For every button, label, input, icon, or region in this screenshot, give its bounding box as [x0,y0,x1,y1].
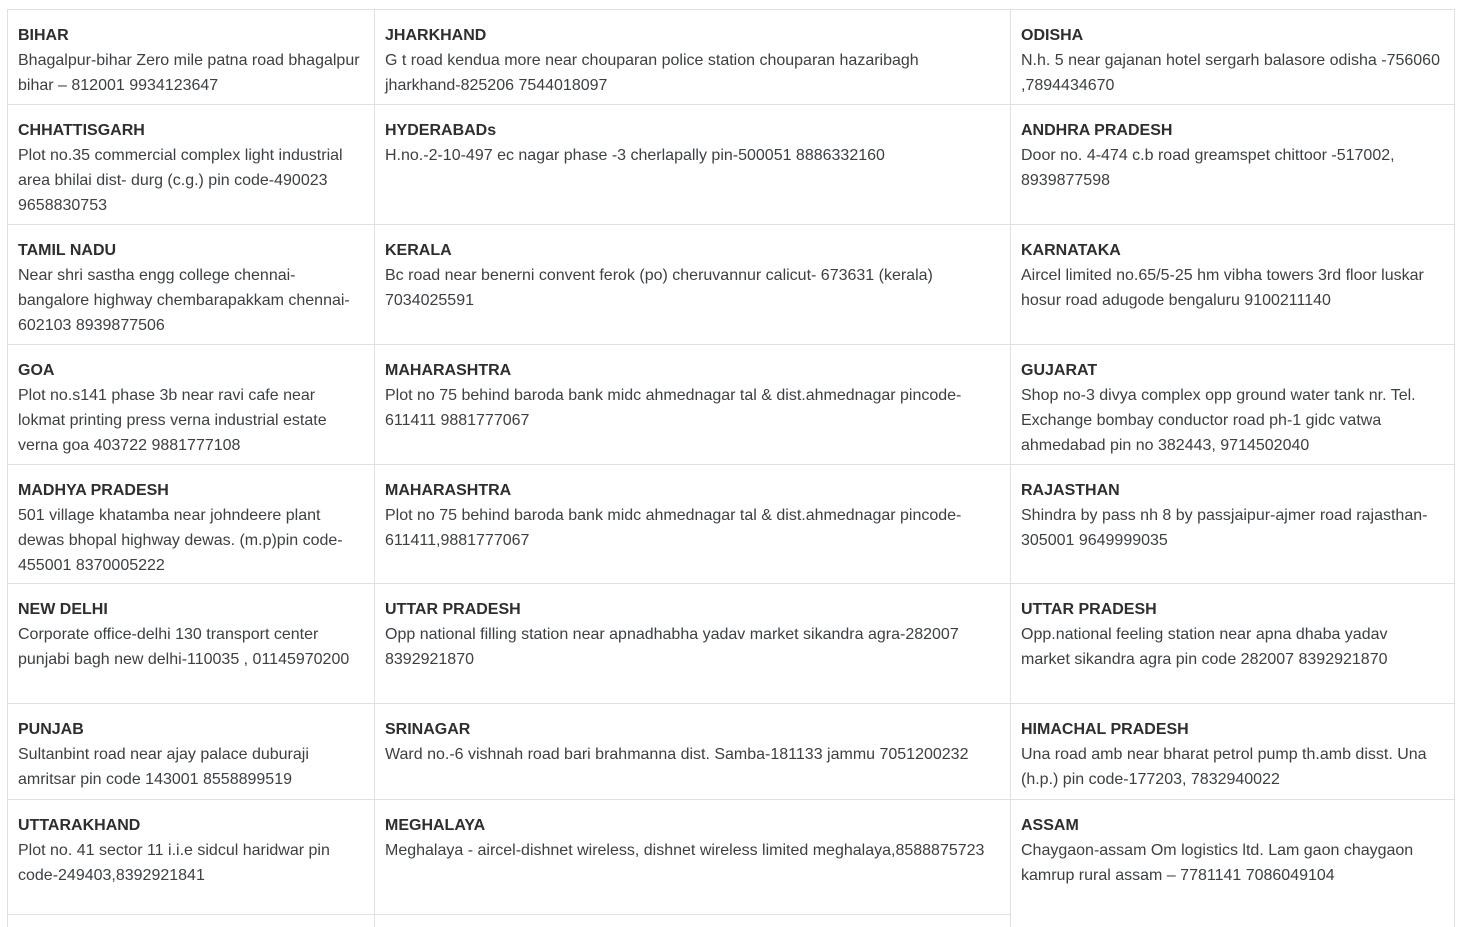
office-address-table [7,9,1455,927]
address-column-2 [374,9,1011,927]
state-name: HIMACHAL PRADESH [1021,721,1189,738]
state-name: CHHATTISGARH [18,122,145,139]
state-address: Chaygaon-assam Om logistics ltd. Lam gaon chaygaon kamrup rural assam – 7781141 7086049104 [1021,842,1414,884]
state-cell [1010,344,1455,465]
state-cell [374,104,1011,225]
state-cell [1010,104,1455,225]
state-name: ASSAM [1021,817,1079,834]
state-address: Una road amb near bharat petrol pump th.amb disst. Una (h.p.) pin code-177203, 7832940022 [1021,746,1427,788]
state-address: Plot no 75 behind baroda bank midc ahmednagar tal & dist.ahmednagar pincode-611411 9881777067 [385,387,962,429]
state-name: KERALA [385,242,452,259]
state-address: Opp national filling station near apnadhabha yadav market sikandra agra-282007 8392921870 [385,626,959,668]
state-cell [374,9,1011,105]
state-name: PUNJAB [18,721,84,738]
state-cell [7,583,375,704]
state-address: G t road kendua more near chouparan police station chouparan hazaribagh jharkhand-825206 7544018097 [385,52,919,94]
state-name: RAJASTHAN [1021,482,1120,499]
state-address: Plot no.s141 phase 3b near ravi cafe near lokmat printing press verna industrial estate verna goa 403722 9881777108 [18,387,327,454]
state-name: UTTARAKHAND [18,817,141,834]
state-name: KARNATAKA [1021,242,1121,259]
state-cell [374,344,1011,465]
state-cell [1010,583,1455,704]
state-cell [7,464,375,584]
state-cell [374,583,1011,704]
state-address: Corporate office-delhi 130 transport center punjabi bagh new delhi-110035 , 01145970200 [18,626,350,668]
state-address: Bhagalpur-bihar Zero mile patna road bhagalpur bihar – 812001 9934123647 [18,52,360,94]
state-name: GOA [18,362,55,379]
state-address: Plot no.35 commercial complex light industrial area bhilai dist- durg (c.g.) pin code-490023 9658830753 [18,147,343,214]
state-address: Door no. 4-474 c.b road greamspet chittoor -517002, 8939877598 [1021,147,1395,189]
state-name: BIHAR [18,27,69,44]
state-address: Plot no. 41 sector 11 i.i.e sidcul haridwar pin code-249403,8392921841 [18,842,330,884]
state-cell [374,224,1011,345]
state-cell [7,799,375,915]
state-cell [7,9,375,105]
state-cell [7,104,375,225]
state-name: SRINAGAR [385,721,471,738]
state-address: Opp.national feeling station near apna dhaba yadav market sikandra agra pin code 282007 8392921870 [1021,626,1388,668]
partial-next-row-cell [374,914,1011,927]
state-cell [374,799,1011,915]
state-cell [1010,224,1455,345]
address-column-3 [1010,9,1455,927]
state-address: Near shri sastha engg college chennai-bangalore highway chembarapakkam chennai-602103 8939877506 [18,267,350,334]
state-name: MEGHALAYA [385,817,486,834]
state-name: NEW DELHI [18,601,108,618]
state-name: UTTAR PRADESH [385,601,521,618]
state-cell [374,464,1011,584]
state-name: ODISHA [1021,27,1084,44]
state-address: Meghalaya - aircel-dishnet wireless, dishnet wireless limited meghalaya,8588875723 [385,842,985,859]
state-address: Bc road near benerni convent ferok (po) cheruvannur calicut- 673631 (kerala) 7034025591 [385,267,933,309]
state-address: N.h. 5 near gajanan hotel sergarh balasore odisha -756060 ,7894434670 [1021,52,1440,94]
state-cell [7,224,375,345]
state-cell [1010,464,1455,584]
state-name: MAHARASHTRA [385,362,512,379]
state-address: H.no.-2-10-497 ec nagar phase -3 cherlapally pin-500051 8886332160 [385,147,885,164]
state-address: Plot no 75 behind baroda bank midc ahmednagar tal & dist.ahmednagar pincode-611411,9881777067 [385,507,962,549]
state-cell [374,703,1011,800]
state-address: Shindra by pass nh 8 by passjaipur-ajmer road rajasthan-305001 9649999035 [1021,507,1428,549]
state-address: Ward no.-6 vishnah road bari brahmanna dist. Samba-181133 jammu 7051200232 [385,746,969,763]
state-name: MAHARASHTRA [385,482,512,499]
address-column-1 [7,9,375,927]
state-name: MADHYA PRADESH [18,482,169,499]
state-name: HYDERABADs [385,122,497,139]
state-name: GUJARAT [1021,362,1098,379]
state-cell [7,344,375,465]
state-name: JHARKHAND [385,27,487,44]
state-name: TAMIL NADU [18,242,117,259]
state-address: Shop no-3 divya complex opp ground water tank nr. Tel. Exchange bombay conductor road ph-1 gidc vatwa ahmedabad pin no 382443, 9714502040 [1021,387,1416,454]
state-cell [7,703,375,800]
state-address: Aircel limited no.65/5-25 hm vibha towers 3rd floor luskar hosur road adugode bengaluru 9100211140 [1021,267,1424,309]
state-cell [1010,9,1455,105]
state-name: ANDHRA PRADESH [1021,122,1173,139]
state-name: UTTAR PRADESH [1021,601,1157,618]
state-address: 501 village khatamba near johndeere plant dewas bhopal highway dewas. (m.p)pin code-455001 8370005222 [18,507,343,574]
state-address: Sultanbint road near ajay palace duburaji amritsar pin code 143001 8558899519 [18,746,309,788]
state-cell [1010,799,1455,927]
partial-next-row-cell [7,914,375,927]
state-cell [1010,703,1455,800]
